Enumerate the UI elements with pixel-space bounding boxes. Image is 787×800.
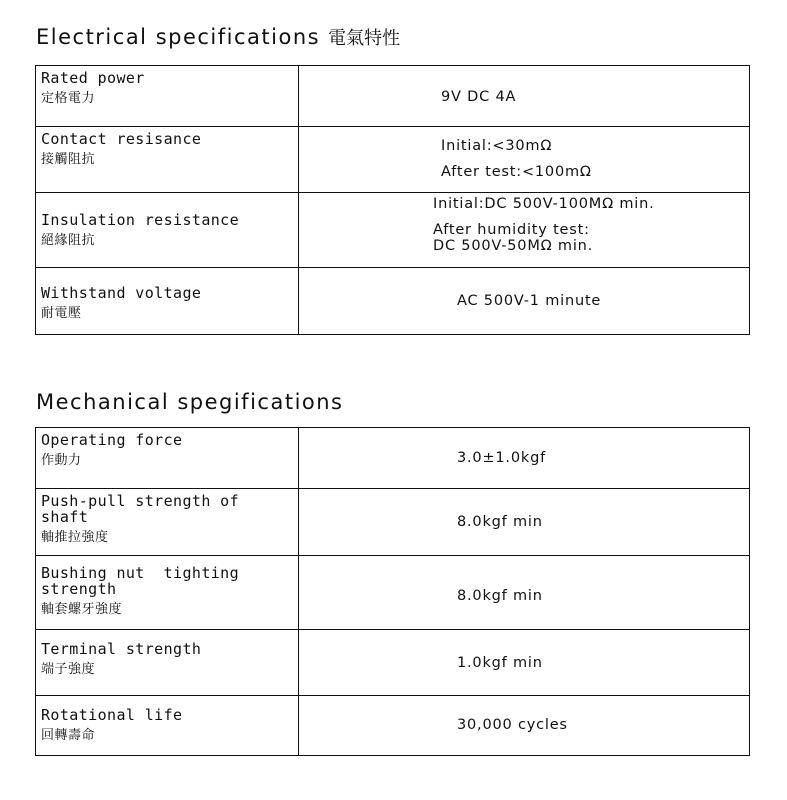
table-row [36, 489, 750, 556]
spec-label-zh: 耐電壓 [41, 305, 82, 321]
spec-value-cell [299, 696, 750, 756]
spec-label-cell [36, 268, 299, 335]
spec-label-en: Insulation resistance [41, 211, 240, 229]
spec-value: 3.0±1.0kgf [457, 450, 546, 466]
spec-value-cell [299, 268, 750, 335]
spec-value: After humidity test: [433, 221, 590, 238]
spec-label-cell [36, 489, 299, 556]
spec-value: 8.0kgf min [457, 514, 543, 530]
spec-value: 8.0kgf min [457, 588, 543, 604]
spec-label-en: Terminal strength [41, 640, 202, 658]
spec-label-zh: 絕緣阻抗 [41, 232, 96, 248]
spec-label-en: Contact resisance [41, 130, 202, 148]
spec-value: 9V DC 4A [441, 89, 517, 105]
spec-label-cell [36, 127, 299, 193]
spec-label-zh: 軸套螺牙強度 [41, 601, 123, 617]
spec-label-cell [36, 66, 299, 127]
spec-label-en: Bushing nut tighting strength [41, 564, 240, 598]
spec-label-cell [36, 428, 299, 489]
spec-label-zh: 回轉壽命 [41, 727, 96, 743]
spec-value-cell [299, 428, 750, 489]
table-row [36, 66, 750, 127]
spec-label-zh: 作動力 [41, 452, 82, 468]
spec-value-cell [299, 489, 750, 556]
table-row [36, 630, 750, 696]
spec-value-cell [299, 193, 750, 268]
spec-label-en: Rotational life [41, 706, 183, 724]
spec-label-en: Operating force [41, 431, 183, 449]
table-row [36, 556, 750, 630]
electrical-spec-table [35, 65, 750, 335]
spec-label-en: Push-pull strength of shaft [41, 492, 240, 526]
spec-value-cell [299, 630, 750, 696]
spec-label-cell [36, 630, 299, 696]
spec-value: 1.0kgf min [457, 655, 543, 671]
spec-label-cell [36, 696, 299, 756]
spec-label-cell [36, 556, 299, 630]
table-row [36, 268, 750, 335]
table-row [36, 193, 750, 268]
spec-value: Initial:<30mΩ [441, 138, 553, 154]
spec-label-en: Rated power [41, 69, 145, 87]
spec-value-cell [299, 66, 750, 127]
mechanical-spec-table [35, 427, 750, 756]
spec-value: AC 500V-1 minute [457, 293, 602, 309]
spec-value: After test:<100mΩ [441, 163, 592, 180]
table-row [36, 696, 750, 756]
mechanical-title-en: Mechanical spegifications [36, 390, 344, 414]
table-row [36, 428, 750, 489]
spec-label-cell [36, 193, 299, 268]
spec-value: 30,000 cycles [457, 717, 568, 733]
spec-value: Initial:DC 500V-100MΩ min. [433, 196, 655, 212]
electrical-title-en: Electrical specifications [36, 25, 321, 49]
table-row [36, 127, 750, 193]
spec-label-zh: 端子強度 [41, 661, 96, 677]
spec-label-zh: 定格電力 [41, 90, 96, 106]
spec-value-cell [299, 127, 750, 193]
electrical-section-title [36, 24, 400, 50]
spec-label-zh: 接觸阻抗 [41, 151, 96, 167]
electrical-title-zh: 電氣特性 [328, 28, 401, 49]
spec-value-cell [299, 556, 750, 630]
spec-label-zh: 軸推拉強度 [41, 529, 109, 545]
spec-value: DC 500V-50MΩ min. [433, 237, 594, 254]
spec-label-en: Withstand voltage [41, 284, 202, 302]
mechanical-section-title [36, 390, 344, 414]
